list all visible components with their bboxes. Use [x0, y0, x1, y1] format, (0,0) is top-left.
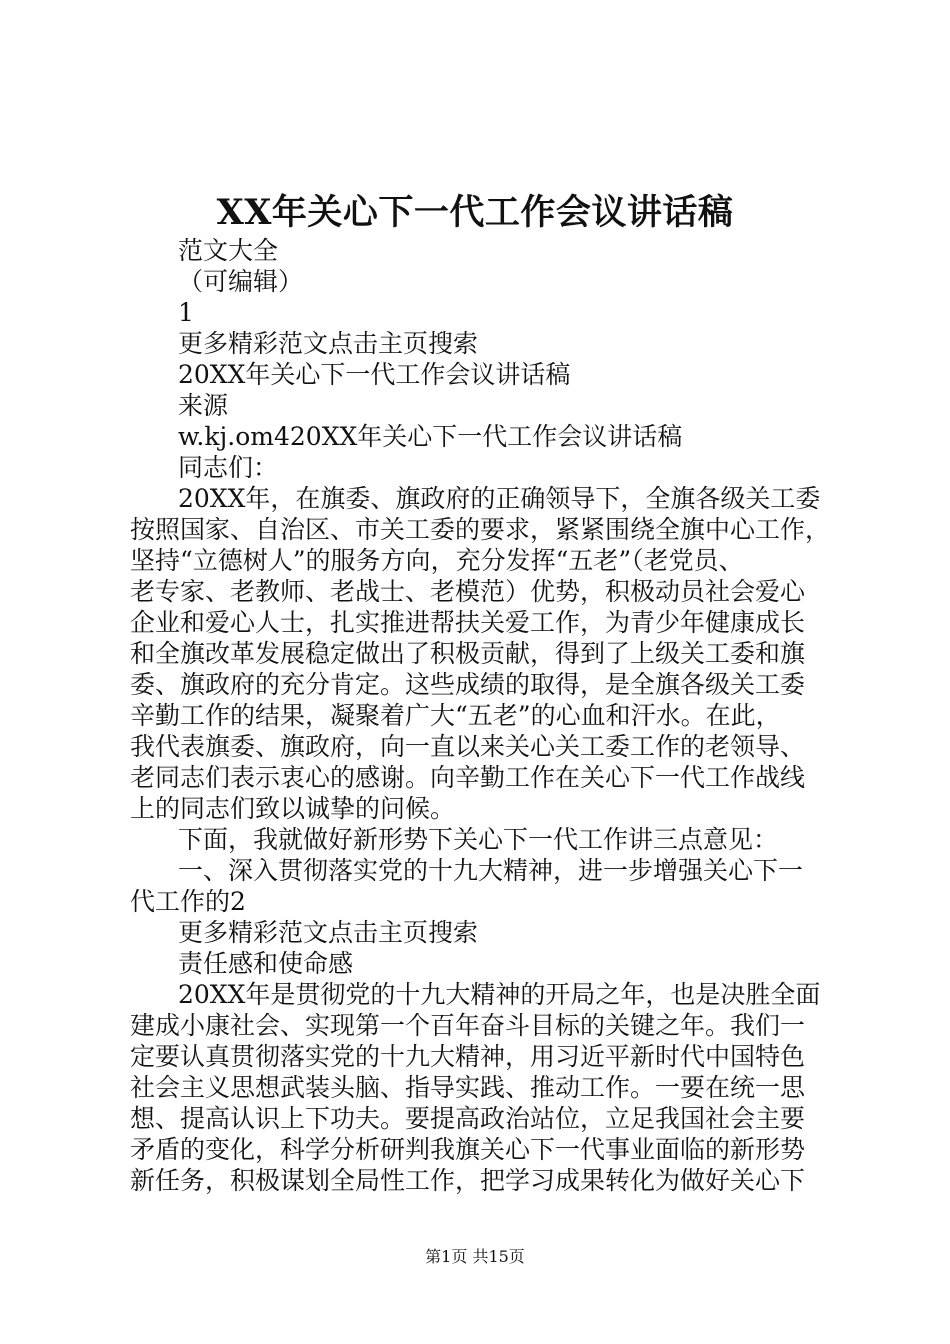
body-line: 一、深入贯彻落实党的十九大精神，进一步增强关心下一: [178, 856, 804, 885]
body-line: 坚持“立德树人”的服务方向，充分发挥“五老”（老党员、: [130, 546, 744, 575]
body-line: w.kj.om420XX年关心下一代工作会议讲话稿: [178, 422, 683, 451]
body-line: 更多精彩范文点击主页搜索: [178, 918, 479, 947]
body-line: 新任务，积极谋划全局性工作，把学习成果转化为做好关心下: [130, 1166, 806, 1195]
body-line: 下面，我就做好新形势下关心下一代工作讲三点意见：: [178, 825, 779, 854]
body-line: 代工作的2: [130, 887, 246, 916]
body-line: 上的同志们致以诚挚的问候。: [130, 794, 456, 823]
body-line: 辛勤工作的结果，凝聚着广大“五老”的心血和汗水。在此，: [130, 701, 781, 730]
body-line: 20XX年是贯彻党的十九大精神的开局之年，也是决胜全面: [178, 980, 821, 1009]
body-line: 和全旗改革发展稳定做出了积极贡献，得到了上级关工委和旗: [130, 639, 806, 668]
body-line: 责任感和使命感: [178, 949, 354, 978]
body-line: 按照国家、自治区、市关工委的要求，紧紧围绕全旗中心工作，: [130, 515, 831, 544]
body-line: 1: [178, 298, 194, 327]
document-body: [130, 235, 830, 1196]
body-line: 委、旗政府的充分肯定。这些成绩的取得，是全旗各级关工委: [130, 670, 806, 699]
body-line: 20XX年，在旗委、旗政府的正确领导下，全旗各级关工委: [178, 484, 821, 513]
body-line: 老同志们表示衷心的感谢。向辛勤工作在关心下一代工作战线: [130, 763, 806, 792]
body-line: 同志们：: [178, 453, 279, 482]
body-line: 矛盾的变化，科学分析研判我旗关心下一代事业面临的新形势: [130, 1135, 806, 1164]
body-line: 更多精彩范文点击主页搜索: [178, 329, 479, 358]
body-line: 社会主义思想武装头脑、指导实践、推动工作。一要在统一思: [130, 1073, 806, 1102]
body-line: （可编辑）: [178, 267, 304, 296]
body-line: 老专家、老教师、老战士、老模范）优势，积极动员社会爱心: [130, 577, 806, 606]
page-number: 第1页 共15页: [425, 1247, 525, 1266]
body-line: 来源: [178, 391, 229, 420]
body-line: 范文大全: [178, 236, 279, 265]
body-line: 定要认真贯彻落实党的十九大精神，用习近平新时代中国特色: [130, 1042, 806, 1071]
body-line: 建成小康社会、实现第一个百年奋斗目标的关键之年。我们一: [130, 1011, 806, 1040]
body-line: 20XX年关心下一代工作会议讲话稿: [178, 360, 571, 389]
body-line: 想、提高认识上下功夫。要提高政治站位，立足我国社会主要: [130, 1104, 806, 1133]
document-title: XX年关心下一代工作会议讲话稿: [216, 192, 734, 233]
body-line: 企业和爱心人士，扎实推进帮扶关爱工作，为青少年健康成长: [130, 608, 806, 637]
body-line: 我代表旗委、旗政府，向一直以来关心关工委工作的老领导、: [130, 732, 806, 761]
